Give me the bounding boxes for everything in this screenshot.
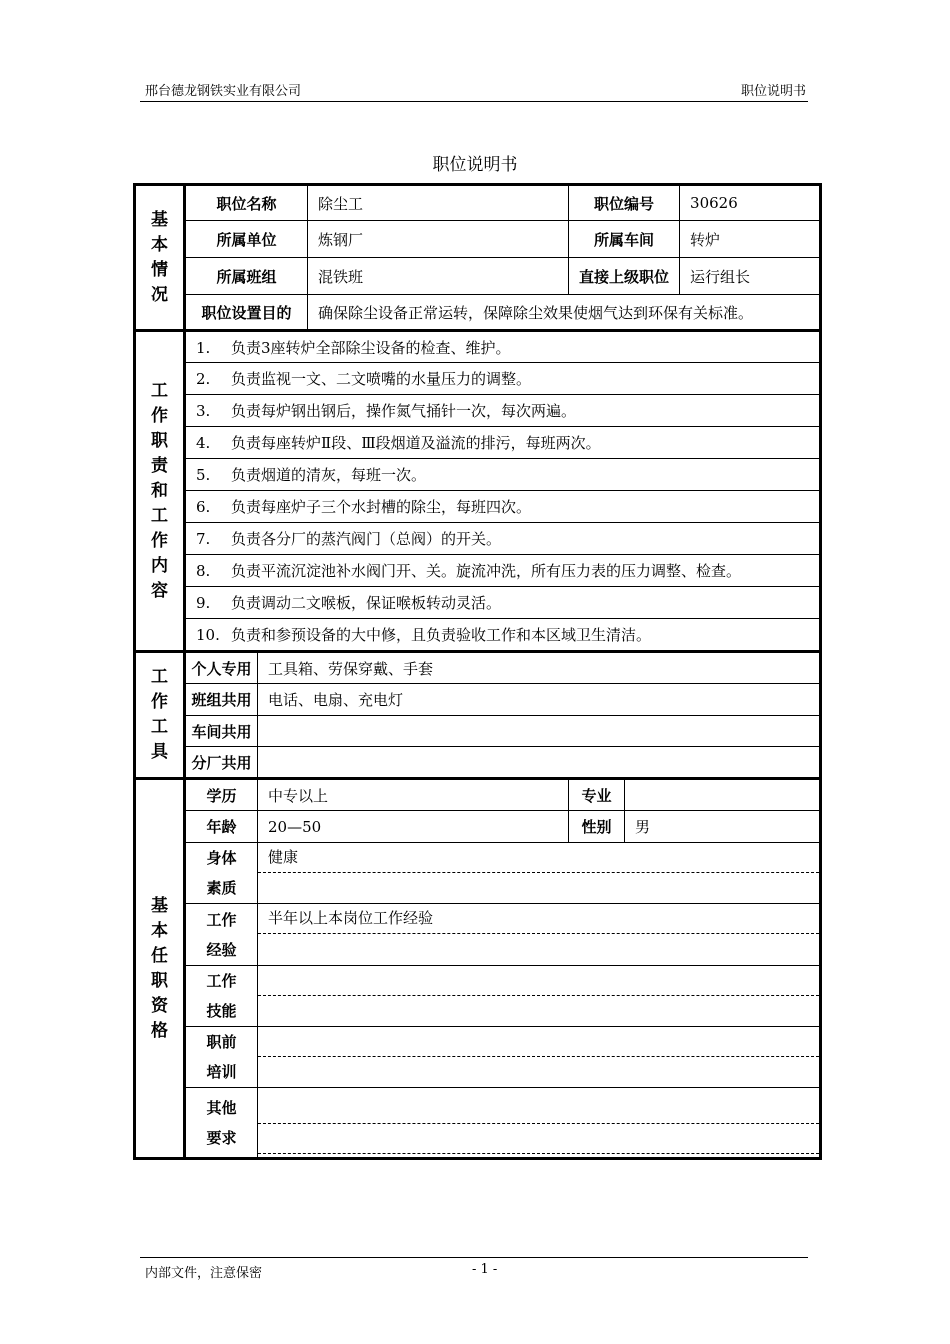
position-name-value: 除尘工 [308,185,569,221]
major-label: 专业 [569,779,625,811]
physical-label: 身体 素质 [185,843,258,904]
duty-item: 4. 负责每座转炉Ⅱ段、Ⅲ段烟道及溢流的排污，每班两次。 [185,427,821,459]
gender-label: 性别 [569,811,625,843]
major-value [625,779,821,811]
footer-divider [140,1257,808,1258]
duty-item: 9. 负责调动二文喉板，保证喉板转动灵活。 [185,587,821,619]
duty-item: 5. 负责烟道的清灰，每班一次。 [185,459,821,491]
duty-item: 6. 负责每座炉子三个水封槽的除尘，每班四次。 [185,491,821,523]
header-divider [140,101,808,102]
tool-label-workshop: 车间共用 [185,716,258,747]
purpose-label: 职位设置目的 [185,295,308,331]
superior-label: 直接上级职位 [569,258,680,295]
training-label: 职前 培训 [185,1027,258,1088]
skills-label: 工作 技能 [185,966,258,1027]
tool-value-team: 电话、电扇、充电灯 [258,684,821,716]
duty-item: 3. 负责每炉钢出钢后，操作氮气捅针一次，每次两遍。 [185,395,821,427]
workshop-label: 所属车间 [569,221,680,258]
team-label: 所属班组 [185,258,308,295]
other-value [258,1088,821,1159]
page-title: 职位说明书 [432,155,518,175]
physical-value: 健康 [258,843,821,904]
position-code-label: 职位编号 [569,185,680,221]
header-doc-type: 职位说明书 [740,84,806,99]
duty-item: 8. 负责平流沉淀池补水阀门开、关。旋流冲洗，所有压力表的压力调整、检查。 [185,555,821,587]
training-value [258,1027,821,1088]
section-tools: 工 作 工 具 [135,652,185,779]
education-label: 学历 [185,779,258,811]
tool-label-plant: 分厂共用 [185,747,258,779]
age-value: 20—50 [258,811,569,843]
gender-value: 男 [625,811,821,843]
job-description-table [133,183,822,1160]
age-label: 年龄 [185,811,258,843]
experience-value: 半年以上本岗位工作经验 [258,904,821,966]
section-basic-info: 基 本 情 况 [135,185,185,331]
skills-value [258,966,821,1027]
workshop-value: 转炉 [680,221,821,258]
duty-item: 7. 负责各分厂的蒸汽阀门（总阀）的开关。 [185,523,821,555]
unit-value: 炼钢厂 [308,221,569,258]
duty-item: 2. 负责监视一文、二文喷嘴的水量压力的调整。 [185,363,821,395]
unit-label: 所属单位 [185,221,308,258]
team-value: 混铁班 [308,258,569,295]
position-name-label: 职位名称 [185,185,308,221]
duty-item: 1. 负责3座转炉全部除尘设备的检查、维护。 [185,331,821,363]
tool-label-personal: 个人专用 [185,652,258,684]
experience-label: 工作 经验 [185,904,258,966]
tool-label-team: 班组共用 [185,684,258,716]
tool-value-workshop [258,716,821,747]
header-company: 邢台德龙钢铁实业有限公司 [145,84,302,99]
section-duties: 工 作 职 责 和 工 作 内 容 [135,331,185,652]
position-code-value: 30626 [680,185,821,221]
duty-item: 10. 负责和参预设备的大中修，且负责验收工作和本区域卫生清洁。 [185,619,821,652]
purpose-value: 确保除尘设备正常运转，保障除尘效果使烟气达到环保有关标准。 [308,295,821,331]
superior-value: 运行组长 [680,258,821,295]
tool-value-plant [258,747,821,779]
footer-page-number: - 1 - [472,1262,498,1277]
footer-confidential: 内部文件，注意保密 [145,1266,263,1281]
section-qualifications: 基 本 任 职 资 格 [135,779,185,1159]
tool-value-personal: 工具箱、劳保穿戴、手套 [258,652,821,684]
other-label: 其他 要求 [185,1088,258,1159]
education-value: 中专以上 [258,779,569,811]
